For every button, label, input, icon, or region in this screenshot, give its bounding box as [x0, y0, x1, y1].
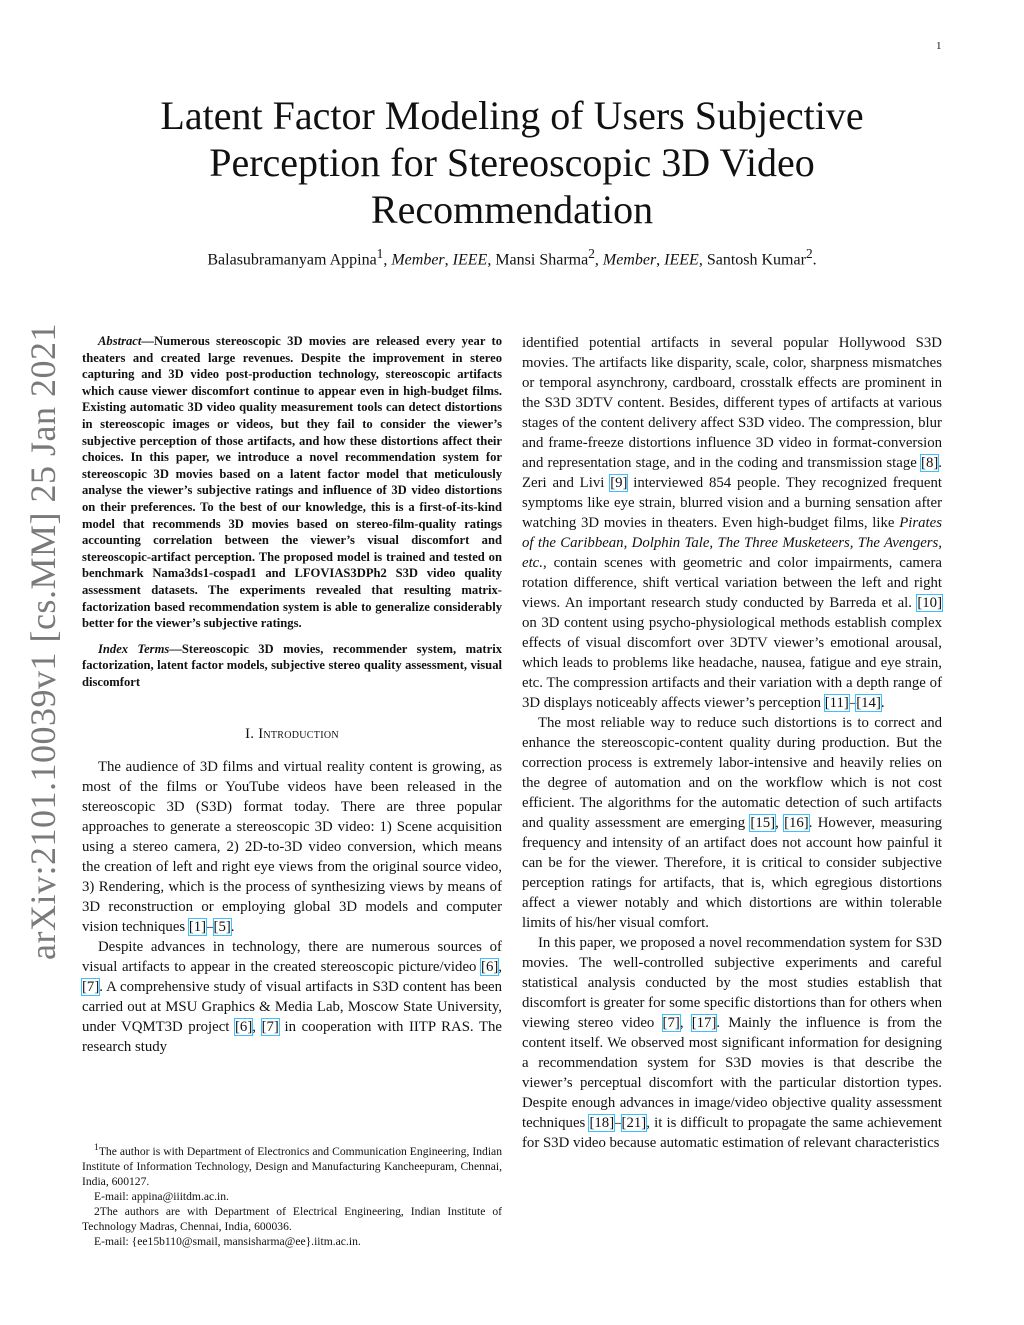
- citation-link[interactable]: [7]: [662, 1015, 680, 1031]
- citation-link[interactable]: [14]: [856, 695, 881, 711]
- paragraph-text: . However, measuring frequency and intensity of an artifact does not account how painful it can be for the viewer. Therefore, it is critical to consider subjective perception ratings for artifacts, that is, which egregious distortions affect a viewer notably and which distortions are within tolerable limits of his/her visual comfort.: [522, 815, 942, 931]
- citation-link[interactable]: [9]: [610, 475, 628, 491]
- section-title: Introduction: [258, 726, 339, 743]
- author-affiliation-mark: 1: [376, 246, 384, 261]
- paragraph-text: The most reliable way to reduce such distortions is to correct and enhance the stereoscopic-content quality during production. But the correction process is extremely labor-intensive and heavily relies on the degree of automation and on the workflow which is not cost efficient. The algorithms for the automatic detection of such artifacts and quality assessment are emerging: [522, 715, 942, 831]
- right-column: [522, 333, 942, 1153]
- footnote-email: E-mail: appina@iiitdm.ac.in.: [94, 1189, 229, 1203]
- page-number: 1: [936, 40, 942, 52]
- citation-link[interactable]: [7]: [82, 979, 100, 996]
- index-terms: Index Terms—Stereoscopic 3D movies, recommender system, matrix factorization, latent factor models, subjective stereo quality assessment, visual discomfort: [82, 641, 502, 689]
- author-name: Mansi Sharma: [495, 251, 589, 269]
- citation-link[interactable]: [6]: [481, 959, 499, 976]
- citation-link[interactable]: [18]: [589, 1115, 615, 1131]
- paragraph-text: ,: [775, 815, 785, 831]
- author-name: Balasubramanyam Appina: [207, 251, 377, 269]
- citation-link[interactable]: [5]: [213, 919, 231, 936]
- paragraph-text: Despite advances in technology, there are numerous sources of visual artifacts to appear in the created stereoscopic picture/video: [82, 939, 502, 976]
- citation-range-dash: –: [614, 1115, 622, 1131]
- citation-link[interactable]: [8]: [921, 455, 939, 471]
- paragraph-text: . Mainly the influence is from the content itself. We observed most significant information for designing a recommendation system for S3D movies is that describe the viewer’s perceptual discomfort with the particular distortion types. Despite enough advances in image/video objective quality assessment techniques: [522, 1015, 942, 1131]
- author-affiliation-mark: 2: [805, 246, 813, 261]
- citation-link[interactable]: [10]: [917, 595, 942, 611]
- paragraph-text: ,: [679, 1015, 692, 1031]
- abstract-label: Abstract: [98, 334, 142, 348]
- author-role: Member: [391, 251, 445, 269]
- paragraph-text: The audience of 3D films and virtual reality content is growing, as most of the films or YouTube videos have been released in the stereoscopic 3D (S3D) format today. There are three popular approaches to generate a stereoscopic 3D video: 1) Scene acquisition using a stereo camera, 2) 2D-to-3D video conversion, which means the creation of left and right eye views from the original source video, 3) Rendering, which is the process of synthesizing views by means of 3D reconstruction or employing global 3D models and computer vision techniques: [82, 759, 502, 936]
- author-name: Santosh Kumar: [706, 251, 806, 269]
- citation-link[interactable]: [11]: [824, 695, 849, 711]
- citation-link[interactable]: [15]: [750, 815, 776, 831]
- introduction-body: [82, 757, 502, 1057]
- paragraph-text: In this paper, we proposed a novel recommendation system for S3D movies. The well-controlled subjective experiments and careful statistical analysis conducted by the most studies establish that discomfort is greater for some specific distortions than for others when viewing stereo video: [522, 935, 942, 1031]
- footnote-email: E-mail: {ee15b110@smail, mansisharma@ee}.iitm.ac.in.: [94, 1234, 361, 1248]
- paragraph: [522, 713, 942, 933]
- citation-link[interactable]: [21]: [621, 1115, 647, 1131]
- paragraph-text: , it is difficult to propagate the same achievement for S3D video because automatic estimation of relevant characteristics: [522, 1115, 942, 1151]
- citation-link[interactable]: [1]: [188, 919, 207, 936]
- paragraph-text: .: [880, 695, 885, 711]
- paragraph-text: interviewed 854 people. They recognized frequent symptoms like eye strain, blurred vision and a burning sensation after watching 3D movies in theaters. Even high-budget films, like: [522, 475, 942, 531]
- paragraph-text: identified potential artifacts in several popular Hollywood S3D movies. The artifacts like disparity, scale, color, sharpness mismatches or temporal asynchrony, cardboard, crosstalk effects are prominent in the S3D 3DTV content. Besides, different types of artifacts at various stages of the content delivery affect S3D video. The compression, blur and frame-freeze distortions influence 3D video in format-conversion and representation stage, and in the coding and transmission stage: [522, 335, 942, 471]
- paragraph-text: ,: [498, 959, 502, 976]
- citation-link[interactable]: [7]: [261, 1019, 279, 1036]
- paragraph-text: on 3D content using psycho-physiological methods establish complex effects of visual discomfort over 3DTV viewer’s emotional arousal, which leads to problems like headache, nausea, fatigue and eye strain, etc. The compression artifacts and their variation with a depth range of 3D displays noticeably affects viewer’s perception: [522, 615, 942, 711]
- film-titles: Pirates of the Caribbean, Dolphin Tale, The Three Musketeers, The Avengers, etc.: [522, 515, 942, 571]
- footnote: 2The authors are with Department of Electrical Engineering, Indian Institute of Technology Madras, Chennai, India, 600036.: [82, 1204, 502, 1233]
- paper-title: Latent Factor Modeling of Users Subjective Perception for Stereoscopic 3D Video Recommendation: [160, 93, 864, 232]
- footnotes: [82, 1140, 502, 1249]
- index-terms-text: Stereoscopic 3D movies, recommender system, matrix factorization, latent factor models, subjective stereo quality assessment, visual discomfort: [82, 641, 502, 689]
- footnote: [82, 1140, 502, 1189]
- citation-link[interactable]: [6]: [235, 1019, 253, 1036]
- author-line: Balasubramanyam Appina$^1$, Member, IEEE, Mansi Sharma$^2$, Member, IEEE, Santosh Kumar$^2$.: [207, 246, 817, 269]
- footnote-text: The author is with Department of Electronics and Communication Engineering, Indian Institute of Information Technology, Design and Manufacturing Kancheepuram, Chennai, India, 600127.: [82, 1144, 502, 1188]
- author-affiliation-mark: 2: [588, 246, 595, 261]
- index-terms-label: Index Terms: [98, 641, 170, 656]
- paragraph: [522, 333, 942, 713]
- paragraph-text: in cooperation with IITP RAS. The research study: [82, 1019, 502, 1056]
- section-heading: [82, 726, 502, 743]
- paragraph-text: ,: [252, 1019, 262, 1036]
- author-org: IEEE: [452, 251, 488, 269]
- citation-link[interactable]: [17]: [691, 1015, 717, 1031]
- abstract: Abstract—Numerous stereoscopic 3D movies are released every year to theaters and created large revenues. Despite the improvement in stereo capturing and 3D video post-production technology, stereoscopic artifacts which cause viewer discomfort continue to appear even in high-budget films. Existing automatic 3D video quality measurement tools can detect distortions in stereoscopic images or videos, but they fail to consider the viewer’s subjective perception of those artifacts, and how these distortions affect their choices. In this paper, we introduce a novel recommendation system for stereoscopic 3D movies based on a latent factor model that meticulously analyse the viewer’s subjective ratings and influence of 3D video distortions on their preferences. To the best of our knowledge, this is a first-of-its-kind model that recommends 3D movies based on stereo-film-quality ratings accounting correlation between the viewer’s visual discomfort and stereoscopic-artifact perception. The proposed model is trained and tested on benchmark Nama3ds1-cospad1 and LFOVIAS3DPh2 S3D video quality assessment datasets. The experiments revealed that resulting matrix-factorization based recommendation system is able to generalize considerably better for the viewer’s subjective ratings.: [82, 334, 502, 631]
- paragraph-text: . A comprehensive study of visual artifacts in S3D content has been carried out at MSU Graphics & Media Lab, Moscow State University, under VQMT3D project: [82, 979, 502, 1036]
- citation-range-dash: –: [848, 695, 857, 711]
- paragraph: [82, 757, 502, 937]
- author-role: Member: [602, 251, 657, 269]
- author-org: IEEE: [664, 251, 699, 269]
- section-number: I.: [245, 726, 255, 743]
- paragraph-text: , contain scenes with geometric and color impairments, camera rotation difference, shift vertical variation between the left and right views. An important research study conducted by Barreda et al.: [522, 555, 942, 611]
- paragraph: [522, 933, 942, 1153]
- paragraph-text: .: [230, 919, 235, 936]
- paragraph: [82, 937, 502, 1057]
- paragraph-text: . Zeri and Livi: [522, 455, 942, 491]
- footnote-mark: 1: [94, 1142, 99, 1153]
- citation-link[interactable]: [16]: [784, 815, 809, 831]
- arxiv-identifier-stamp[interactable]: arXiv:2101.10039v1 [cs.MM] 25 Jan 2021: [23, 323, 63, 960]
- abstract-text: Numerous stereoscopic 3D movies are released every year to theaters and created large revenues. Despite the improvement in stereo capturing and 3D video post-production technology, stereoscopic artifacts which cause viewer discomfort continue to appear even in high-budget films. Existing automatic 3D video quality measurement tools can detect distortions in stereoscopic images or videos, but they fail to consider the viewer’s subjective perception of those artifacts, and how these distortions affect their choices. In this paper, we introduce a novel recommendation system for stereoscopic 3D movies based on a latent factor model that meticulously analyse the viewer’s subjective ratings and influence of 3D video distortions on their preferences. To the best of our knowledge, this is a first-of-its-kind model that recommends 3D movies based on stereo-film-quality ratings accounting correlation between the viewer’s visual discomfort and stereoscopic-artifact perception. The proposed model is trained and tested on benchmark Nama3ds1-cospad1 and LFOVIAS3DPh2 S3D video quality assessment datasets. The experiments revealed that resulting matrix-factorization based recommendation system is able to generalize considerably better for the viewer’s subjective ratings.: [82, 334, 502, 631]
- left-column: [82, 333, 502, 1057]
- citation-range-dash: –: [206, 919, 214, 936]
